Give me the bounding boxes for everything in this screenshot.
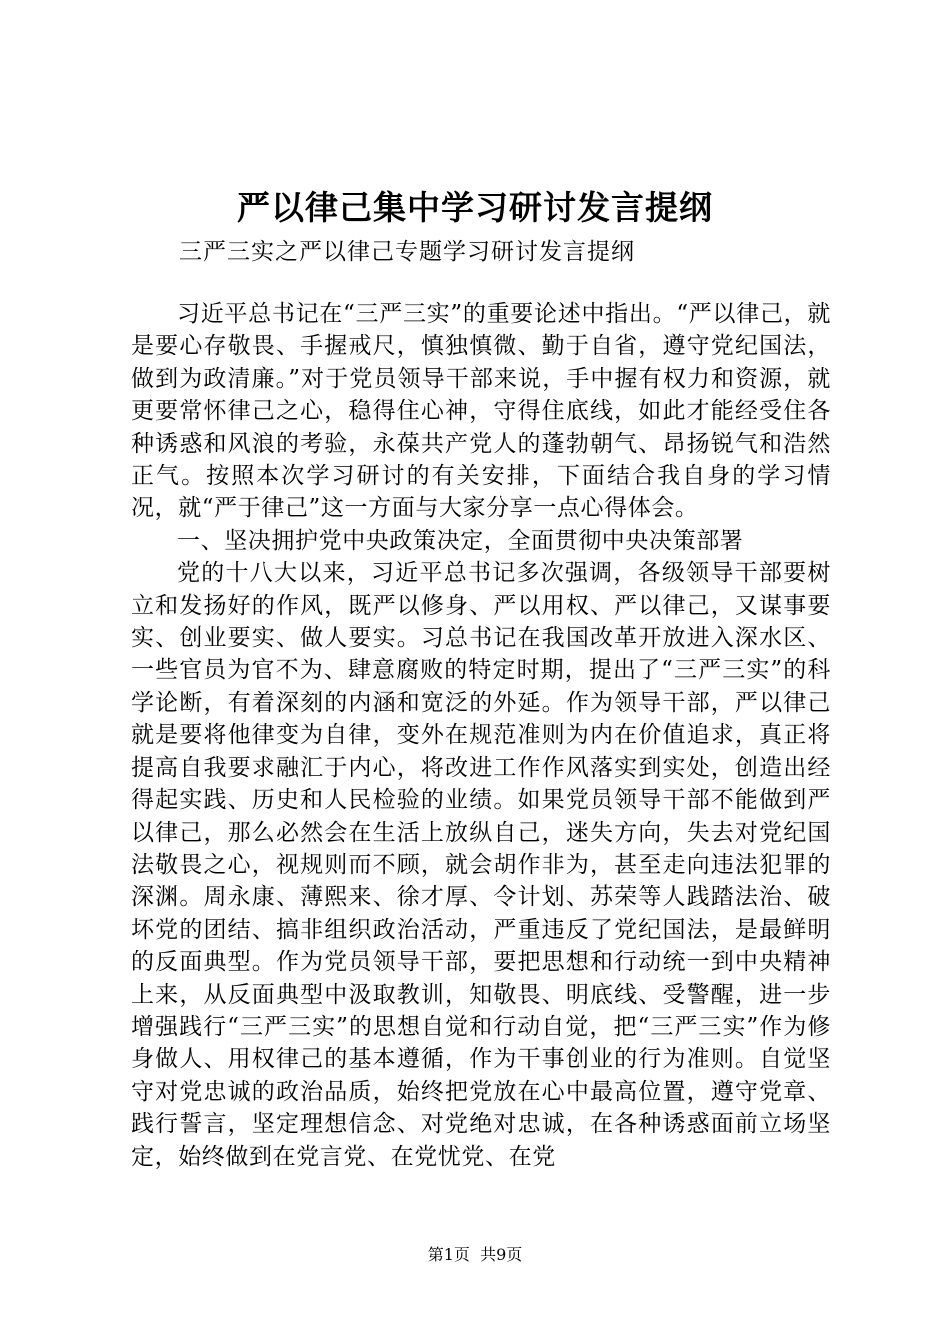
paragraph-intro: 习近平总书记在“三严三实”的重要论述中指出。“严以律己，就是要心存敬畏、手握戒尺，慎独慎微、勤于自省，遵守党纪国法，做到为政清廉。”对于党员领导干部来说，手中握有权力和资源，就更要常怀律己之心，稳得住心神，守得住底线，如此才能经受住各种诱惑和风浪的考验，永葆共产党人的蓬勃朝气、昂扬锐气和浩然正气。按照本次学习研讨的有关安排，下面结合我自身的学习情况，就“严于律己”这一方面与大家分享一点心得体会。 — [131, 301, 831, 522]
document-title: 严以律己集中学习研讨发言提纲 — [237, 188, 713, 227]
page-footer — [0, 1244, 950, 1266]
section-heading: 一、坚决拥护党中央政策决定，全面贯彻中央决策部署 — [177, 527, 744, 554]
page-number: 第1页 共9页 — [427, 1245, 523, 1264]
document-subtitle: 三严三实之严以律己专题学习研讨发言提纲 — [179, 239, 635, 265]
paragraph-section-1: 党的十八大以来，习近平总书记多次强调，各级领导干部要树立和发扬好的作风，既严以修身、严以用权、严以律己，又谋事要实、创业要实、做人要实。习总书记在我国改革开放进入深水区、一些官员为官不为、肆意腐败的特定时期，提出了“三严三实”的科学论断，有着深刻的内涵和宽泛的外延。作为领导干部，严以律己就是要将他律变为自律，变外在规范准则为内在价值追求，真正将提高自我要求融汇于内心，将改进工作作风落实到实处，创造出经得起实践、历史和人民检验的业绩。如果党员领导干部不能做到严以律己，那么必然会在生活上放纵自己，迷失方向，失去对党纪国法敬畏之心，视规则而不顾，就会胡作非为，甚至走向违法犯罪的深渊。周永康、薄熙来、徐才厚、令计划、苏荣等人践踏法治、破坏党的团结、搞非组织政治活动，严重违反了党纪国法，是最鲜明的反面典型。作为党员领导干部，要把思想和行动统一到中央精神上来，从反面典型中汲取教训，知敬畏、明底线、受警醒，进一步增强践行“三严三实”的思想自觉和行动自觉，把“三严三实”作为修身做人、用权律己的基本遵循，作为干事创业的行为准则。自觉坚守对党忠诚的政治品质，始终把党放在心中最高位置，遵守党章、践行誓言，坚定理想信念、对党绝对忠诚，在各种诱惑面前立场坚定，始终做到在党言党、在党忧党、在党 — [131, 560, 831, 1170]
document-body — [131, 298, 831, 1173]
